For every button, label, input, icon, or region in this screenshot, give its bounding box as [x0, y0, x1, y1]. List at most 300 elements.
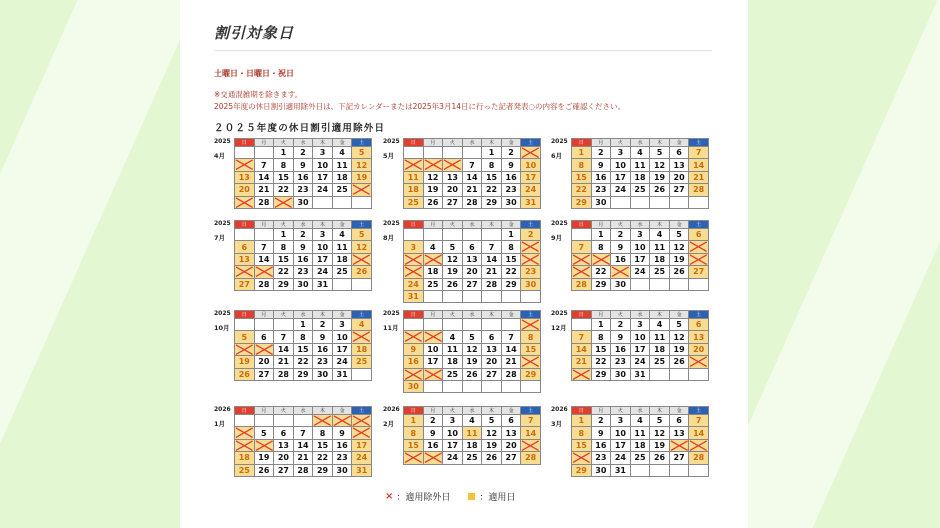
day-cell: 19	[423, 184, 443, 196]
day-cell: 11	[650, 241, 670, 253]
day-cell: 7	[689, 147, 709, 159]
day-cell: 28	[689, 452, 709, 464]
weekday-header: 木	[313, 139, 333, 147]
day-cell: 16	[313, 343, 333, 355]
day-cell: 30	[313, 368, 333, 380]
day-cell: 31	[404, 290, 424, 302]
day-cell: 2	[313, 319, 333, 331]
day-cell	[404, 368, 424, 380]
day-cell	[572, 253, 592, 265]
month-table	[571, 310, 709, 381]
day-cell: 5	[462, 331, 482, 343]
day-cell: 7	[572, 331, 592, 343]
day-cell	[332, 278, 352, 290]
day-cell: 13	[689, 331, 709, 343]
day-cell: 31	[630, 368, 650, 380]
day-cell: 6	[669, 415, 689, 427]
day-cell: 23	[313, 356, 333, 368]
day-cell: 29	[313, 464, 333, 476]
weekday-header: 日	[235, 139, 255, 147]
day-cell: 27	[462, 278, 482, 290]
day-cell: 16	[611, 253, 631, 265]
day-cell: 26	[423, 196, 443, 208]
day-cell: 14	[254, 171, 274, 183]
day-cell: 31	[313, 278, 333, 290]
excluded-x-icon	[352, 415, 371, 426]
day-cell: 23	[332, 452, 352, 464]
day-cell: 14	[689, 159, 709, 171]
weekday-header: 日	[572, 139, 592, 147]
day-cell: 29	[274, 278, 294, 290]
day-cell: 30	[501, 196, 521, 208]
day-cell	[352, 368, 372, 380]
day-cell	[572, 266, 592, 278]
day-cell: 30	[293, 196, 313, 208]
day-cell: 7	[462, 159, 482, 171]
day-cell: 8	[521, 331, 541, 343]
excluded-x-icon	[592, 254, 611, 265]
day-cell: 20	[462, 266, 482, 278]
day-cell: 9	[591, 159, 611, 171]
day-cell: 9	[611, 241, 631, 253]
day-cell: 21	[274, 356, 294, 368]
day-cell	[462, 380, 482, 392]
day-cell: 14	[274, 343, 294, 355]
day-cell: 10	[332, 331, 352, 343]
excluded-x-icon	[424, 254, 443, 265]
day-cell	[404, 319, 424, 331]
calendar-year: 2025	[551, 220, 568, 227]
day-cell: 5	[352, 229, 372, 241]
month-table	[403, 138, 541, 209]
day-cell: 15	[404, 439, 424, 451]
day-cell	[443, 319, 463, 331]
day-cell: 10	[423, 343, 443, 355]
excluded-x-icon	[521, 241, 540, 252]
weekday-header: 火	[611, 407, 631, 415]
day-cell	[650, 368, 670, 380]
day-cell: 8	[404, 427, 424, 439]
day-cell: 6	[235, 241, 255, 253]
excluded-x-icon	[255, 266, 274, 277]
day-cell: 29	[482, 196, 502, 208]
weekday-header: 土	[521, 139, 541, 147]
weekday-header: 土	[689, 139, 709, 147]
excluded-x-icon	[404, 369, 423, 380]
day-cell: 3	[443, 415, 463, 427]
day-cell: 16	[611, 343, 631, 355]
weekday-header: 月	[254, 407, 274, 415]
day-cell	[313, 415, 333, 427]
day-cell: 20	[254, 356, 274, 368]
day-cell	[254, 229, 274, 241]
day-cell: 29	[572, 196, 592, 208]
day-cell: 8	[591, 331, 611, 343]
day-cell	[423, 147, 443, 159]
calendar-year: 2026	[214, 406, 231, 413]
calendar-year: 2025	[214, 138, 231, 145]
month-table	[403, 310, 541, 393]
day-cell: 30	[611, 368, 631, 380]
day-cell: 17	[611, 439, 631, 451]
day-cell: 3	[332, 319, 352, 331]
day-cell	[462, 147, 482, 159]
day-cell: 15	[274, 253, 294, 265]
day-cell	[689, 278, 709, 290]
day-cell: 23	[501, 184, 521, 196]
weekday-header: 木	[650, 407, 670, 415]
day-cell	[254, 343, 274, 355]
day-cell: 4	[423, 241, 443, 253]
day-cell	[254, 266, 274, 278]
calendar-year: 2026	[383, 406, 400, 413]
day-cell: 27	[254, 368, 274, 380]
weekday-header: 水	[293, 139, 313, 147]
day-cell: 15	[521, 343, 541, 355]
day-cell: 2	[611, 319, 631, 331]
day-cell	[650, 196, 670, 208]
calendar-month: 11月	[383, 324, 399, 332]
legend	[385, 490, 515, 503]
day-cell: 22	[313, 452, 333, 464]
day-cell: 24	[352, 452, 372, 464]
day-cell	[423, 380, 443, 392]
day-cell: 11	[630, 427, 650, 439]
day-cell: 18	[352, 343, 372, 355]
day-cell	[611, 266, 631, 278]
day-cell	[521, 241, 541, 253]
day-cell: 8	[591, 241, 611, 253]
day-cell: 15	[482, 171, 502, 183]
day-cell: 8	[274, 159, 294, 171]
calendar-year: 2025	[214, 220, 231, 227]
day-cell: 31	[521, 196, 541, 208]
day-cell	[689, 439, 709, 451]
day-cell	[443, 159, 463, 171]
excluded-x-icon	[352, 427, 371, 438]
calendar-month: 2月	[383, 420, 395, 428]
day-cell: 7	[689, 415, 709, 427]
day-cell: 28	[293, 464, 313, 476]
day-cell: 12	[482, 427, 502, 439]
day-cell	[404, 331, 424, 343]
day-cell: 14	[521, 427, 541, 439]
day-cell	[423, 319, 443, 331]
day-cell: 16	[293, 171, 313, 183]
day-cell	[650, 464, 670, 476]
day-cell: 22	[274, 266, 294, 278]
day-cell: 18	[650, 253, 670, 265]
calendar-year: 2025	[551, 138, 568, 145]
weekday-header: 木	[313, 311, 333, 319]
day-cell: 13	[443, 171, 463, 183]
excluded-x-icon	[521, 147, 540, 158]
day-cell	[669, 464, 689, 476]
excluded-x-icon	[404, 254, 423, 265]
day-cell	[611, 196, 631, 208]
day-cell	[352, 331, 372, 343]
weekday-header: 土	[689, 221, 709, 229]
weekday-header: 日	[235, 407, 255, 415]
day-cell: 15	[572, 439, 592, 451]
day-cell: 15	[572, 171, 592, 183]
excluded-x-icon	[235, 344, 254, 355]
weekday-header: 水	[462, 311, 482, 319]
day-cell: 23	[611, 356, 631, 368]
month-table	[234, 406, 372, 477]
day-cell: 25	[332, 184, 352, 196]
day-cell: 18	[404, 184, 424, 196]
weekday-header: 火	[611, 221, 631, 229]
day-cell: 9	[611, 331, 631, 343]
day-cell: 12	[669, 241, 689, 253]
day-cell: 1	[404, 415, 424, 427]
day-cell: 19	[669, 343, 689, 355]
day-cell: 6	[501, 415, 521, 427]
excluded-x-icon	[424, 159, 443, 170]
day-cell	[689, 464, 709, 476]
day-cell: 7	[254, 159, 274, 171]
day-cell: 24	[521, 184, 541, 196]
day-cell: 19	[482, 439, 502, 451]
day-cell: 8	[274, 241, 294, 253]
day-cell: 17	[521, 171, 541, 183]
day-cell: 16	[423, 439, 443, 451]
day-cell: 30	[611, 278, 631, 290]
day-cell: 30	[332, 464, 352, 476]
day-cell: 28	[254, 278, 274, 290]
day-cell	[501, 380, 521, 392]
day-cell: 14	[482, 253, 502, 265]
day-cell	[332, 415, 352, 427]
day-cell: 20	[689, 343, 709, 355]
day-cell: 1	[274, 147, 294, 159]
day-cell	[352, 196, 372, 208]
day-cell: 11	[332, 241, 352, 253]
day-cell: 25	[650, 356, 670, 368]
day-cell: 3	[630, 319, 650, 331]
legend-excluded-label: ：適用除外日	[396, 493, 451, 503]
note-exclusion-tail: の内容をご確認ください。	[535, 102, 626, 111]
day-cell: 1	[572, 147, 592, 159]
weekday-header: 土	[352, 311, 372, 319]
day-cell: 12	[669, 331, 689, 343]
day-cell: 6	[254, 331, 274, 343]
excluded-x-icon	[689, 254, 708, 265]
weekday-header: 水	[630, 139, 650, 147]
calendar-year: 2025	[214, 310, 231, 317]
day-cell	[689, 241, 709, 253]
day-cell: 11	[404, 171, 424, 183]
day-cell: 8	[293, 331, 313, 343]
day-cell: 7	[254, 241, 274, 253]
day-cell: 5	[650, 415, 670, 427]
calendar-month: 8月	[383, 234, 395, 242]
weekday-header: 土	[352, 407, 372, 415]
day-cell: 21	[572, 356, 592, 368]
day-cell: 13	[501, 427, 521, 439]
day-cell: 26	[669, 266, 689, 278]
day-cell: 16	[293, 253, 313, 265]
weekday-header: 火	[443, 221, 463, 229]
day-cell: 11	[650, 331, 670, 343]
day-cell: 17	[630, 253, 650, 265]
day-cell	[689, 368, 709, 380]
weekday-header: 火	[274, 311, 294, 319]
day-cell: 10	[313, 159, 333, 171]
day-cell	[689, 196, 709, 208]
weekday-header: 金	[669, 311, 689, 319]
day-cell: 12	[352, 241, 372, 253]
day-cell: 2	[423, 415, 443, 427]
day-cell: 4	[630, 147, 650, 159]
day-cell: 19	[352, 171, 372, 183]
weekday-header: 木	[650, 311, 670, 319]
weekday-header: 火	[274, 139, 294, 147]
day-cell: 23	[293, 184, 313, 196]
day-cell: 1	[591, 229, 611, 241]
day-cell	[235, 319, 255, 331]
weekday-header: 土	[689, 311, 709, 319]
day-cell: 7	[274, 331, 294, 343]
day-cell: 14	[689, 427, 709, 439]
day-cell: 26	[482, 452, 502, 464]
weekday-header: 木	[313, 221, 333, 229]
day-cell	[689, 253, 709, 265]
day-cell: 8	[572, 427, 592, 439]
excluded-x-icon	[521, 254, 540, 265]
day-cell: 21	[689, 171, 709, 183]
day-cell	[352, 278, 372, 290]
day-cell: 3	[313, 147, 333, 159]
day-cell: 6	[482, 331, 502, 343]
day-cell: 22	[572, 184, 592, 196]
day-cell	[332, 196, 352, 208]
weekday-header: 水	[630, 221, 650, 229]
day-cell: 31	[332, 368, 352, 380]
day-cell: 12	[352, 159, 372, 171]
applied-swatch-icon	[468, 493, 475, 500]
day-cell	[274, 196, 294, 208]
day-cell: 9	[501, 159, 521, 171]
day-cell: 29	[501, 278, 521, 290]
month-table	[403, 406, 541, 465]
day-cell: 6	[669, 147, 689, 159]
day-cell: 7	[501, 331, 521, 343]
calendar-month: 3月	[551, 420, 563, 428]
weekday-header: 水	[293, 311, 313, 319]
day-cell	[313, 196, 333, 208]
excluded-x-icon	[424, 369, 443, 380]
day-cell: 21	[462, 184, 482, 196]
weekday-header: 火	[443, 311, 463, 319]
day-cell: 26	[462, 368, 482, 380]
weekday-header: 金	[669, 221, 689, 229]
day-cell: 14	[254, 253, 274, 265]
weekday-header: 水	[293, 221, 313, 229]
weekday-header: 日	[572, 311, 592, 319]
day-cell: 14	[462, 171, 482, 183]
day-cell: 23	[293, 266, 313, 278]
day-cell	[235, 196, 255, 208]
day-cell: 12	[423, 171, 443, 183]
day-cell	[404, 452, 424, 464]
day-cell: 21	[501, 356, 521, 368]
day-cell: 13	[235, 171, 255, 183]
day-cell	[630, 278, 650, 290]
excluded-x-icon	[333, 415, 352, 426]
day-cell: 24	[611, 452, 631, 464]
day-cell	[423, 452, 443, 464]
weekday-header: 土	[521, 311, 541, 319]
day-cell: 18	[630, 439, 650, 451]
day-cell: 3	[630, 229, 650, 241]
day-cell: 24	[404, 278, 424, 290]
weekday-header: 火	[611, 139, 631, 147]
weekday-header: 月	[423, 139, 443, 147]
day-cell: 17	[352, 439, 372, 451]
day-cell: 31	[352, 464, 372, 476]
weekday-header: 水	[462, 407, 482, 415]
weekday-header: 月	[591, 407, 611, 415]
day-cell	[352, 253, 372, 265]
day-cell	[462, 319, 482, 331]
day-cell: 18	[443, 356, 463, 368]
weekday-header: 金	[332, 139, 352, 147]
weekday-header: 金	[501, 311, 521, 319]
day-cell: 3	[611, 147, 631, 159]
calendar-year: 2025	[383, 220, 400, 227]
day-cell	[501, 290, 521, 302]
press-release-link-icon[interactable]: ◌	[528, 102, 536, 111]
day-cell: 24	[611, 184, 631, 196]
day-cell: 27	[235, 278, 255, 290]
excluded-x-icon	[404, 266, 423, 277]
day-cell: 22	[274, 184, 294, 196]
day-cell	[254, 319, 274, 331]
day-cell	[650, 278, 670, 290]
day-cell	[235, 343, 255, 355]
day-cell: 16	[501, 171, 521, 183]
day-cell: 11	[462, 427, 482, 439]
day-cell: 15	[274, 171, 294, 183]
day-cell	[482, 380, 502, 392]
day-cell: 13	[669, 159, 689, 171]
day-cell: 5	[352, 147, 372, 159]
day-cell: 13	[462, 253, 482, 265]
day-cell: 25	[332, 266, 352, 278]
day-cell: 8	[482, 159, 502, 171]
day-cell: 9	[404, 343, 424, 355]
weekday-header: 土	[689, 407, 709, 415]
day-cell: 7	[293, 427, 313, 439]
day-cell: 28	[482, 278, 502, 290]
excluded-x-icon	[235, 159, 254, 170]
day-cell: 19	[462, 356, 482, 368]
day-cell	[235, 415, 255, 427]
divider	[214, 50, 712, 51]
day-cell: 13	[482, 343, 502, 355]
weekday-header: 日	[235, 311, 255, 319]
day-cell	[235, 427, 255, 439]
day-cell: 17	[313, 171, 333, 183]
day-cell: 9	[423, 427, 443, 439]
day-cell: 4	[650, 319, 670, 331]
calendar-month: 9月	[551, 234, 563, 242]
day-cell: 28	[521, 452, 541, 464]
day-cell: 7	[482, 241, 502, 253]
day-cell: 5	[669, 319, 689, 331]
